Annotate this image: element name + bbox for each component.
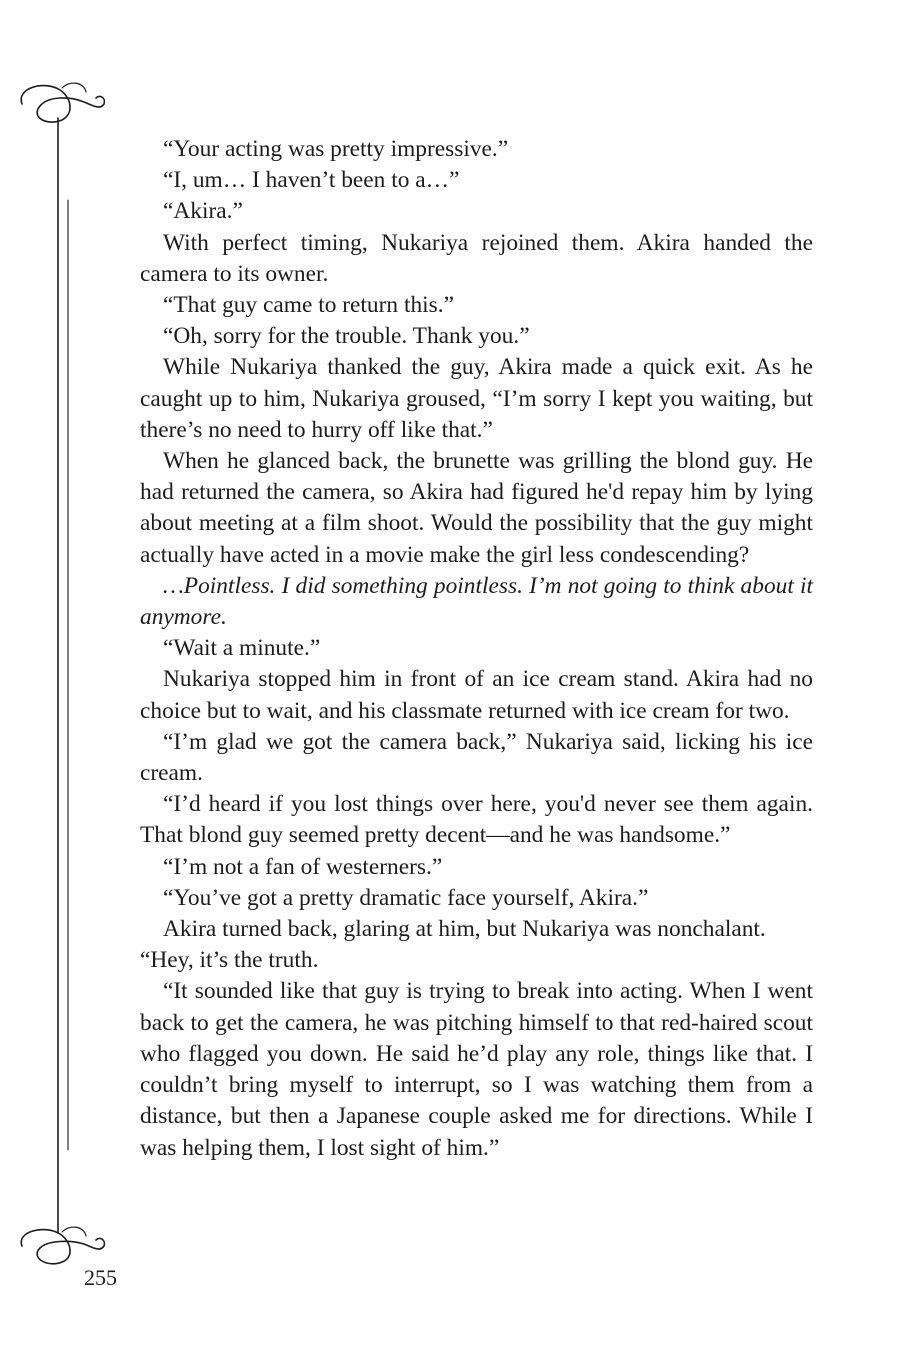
paragraph: “It sounded like that guy is trying to break into acting. When I went back to get the camera, he was pitching himself to that red-haired scout who flagged you down. He said he’d play any role, things like that. I couldn’t bring myself to interrupt, so I was watching them from a distance, but then a Japanese couple asked me for directions. While I was helping them, I lost sight of him.” — [140, 978, 813, 1161]
paragraph: “That guy came to return this.” — [163, 292, 454, 319]
page-number: 255 — [84, 1265, 117, 1290]
paragraph: When he glanced back, the brunette was grilling the blond guy. He had returned the camera, so Akira had figured he'd repay him by lying about meeting at a film shoot. Would the possibility that the guy might actually have acted in a movie make the girl less condescending? — [140, 448, 813, 568]
page-ornament — [0, 0, 140, 1350]
bottom-flourish-icon — [21, 1230, 104, 1264]
paragraph: Akira turned back, glaring at him, but Nukariya was nonchalant. — [163, 916, 766, 943]
paragraph: “Wait a minute.” — [163, 635, 321, 662]
paragraph: “Akira.” — [163, 198, 243, 225]
paragraph: “Oh, sorry for the trouble. Thank you.” — [163, 323, 530, 350]
paragraph: “I’d heard if you lost things over here, you'd never see them again. That blond guy seemed pretty decent—and he was handsome.” — [140, 791, 813, 849]
paragraph-italic — [140, 571, 813, 633]
paragraph: “Hey, it’s the truth. — [140, 947, 319, 974]
paragraph: While Nukariya thanked the guy, Akira made a quick exit. As he caught up to him, Nukariya groused, “I’m sorry I kept you waiting, but there’s no need to hurry off like that.” — [140, 354, 813, 443]
paragraph: “You’ve got a pretty dramatic face yourself, Akira.” — [163, 884, 649, 911]
paragraph: With perfect timing, Nukariya rejoined them. Akira handed the camera to its owner. — [140, 229, 813, 287]
paragraph: “Your acting was pretty impressive.” — [163, 136, 509, 162]
paragraph: “I’m glad we got the camera back,” Nukariya said, licking his ice cream. — [140, 728, 813, 787]
body-text — [140, 134, 813, 1164]
paragraph: “I’m not a fan of westerners.” — [163, 853, 443, 880]
inner-thought: …Pointless. I did something pointless. I’m not going to think about it anymore. — [140, 572, 813, 631]
paragraph: Nukariya stopped him in front of an ice cream stand. Akira had no choice but to wait, and his classmate returned with ice cream for two. — [140, 666, 813, 724]
paragraph: “I, um… I haven’t been to a…” — [163, 167, 460, 194]
top-flourish-icon — [21, 86, 104, 122]
